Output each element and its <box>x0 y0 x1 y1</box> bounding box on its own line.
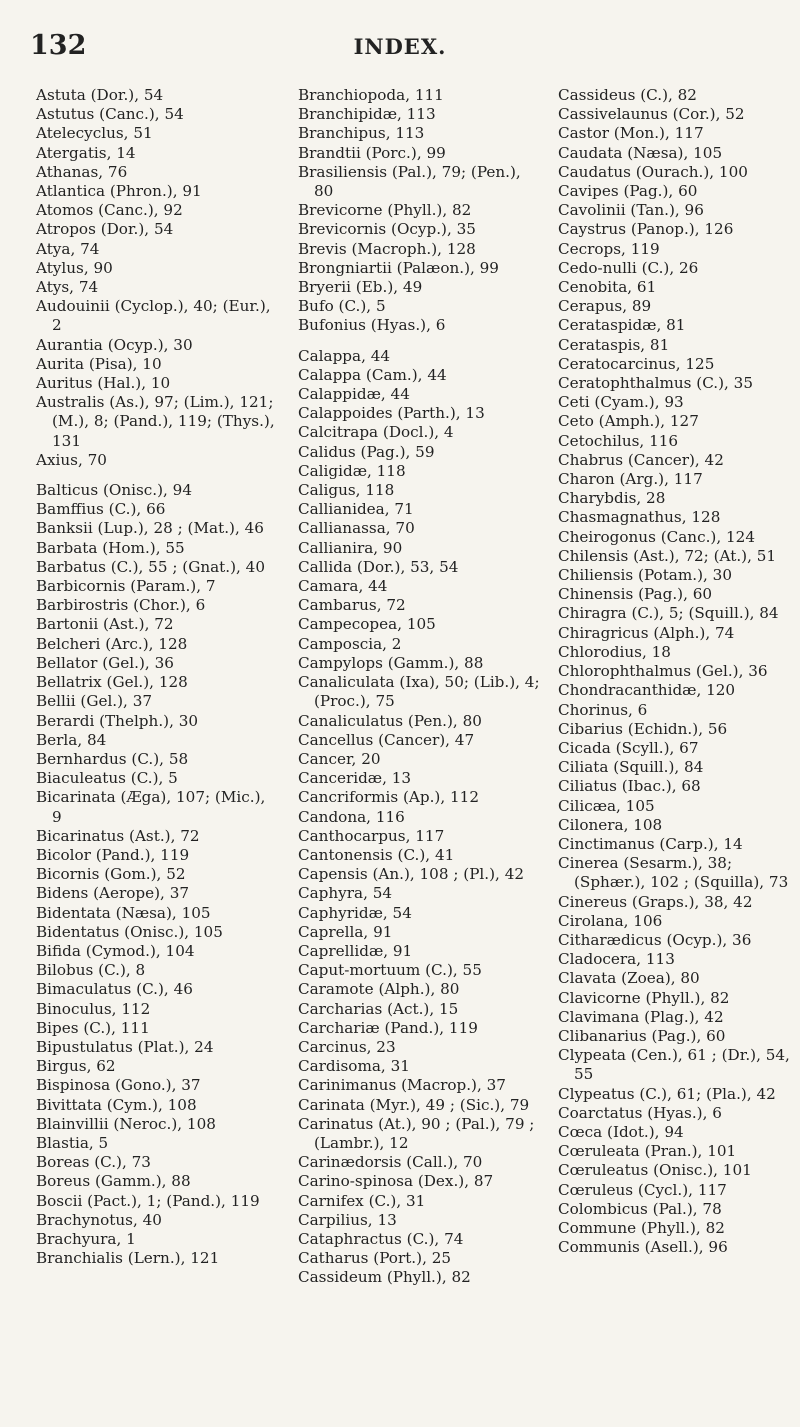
index-entry: Cicada (Scyll.), 67 <box>558 738 699 757</box>
index-entry: Ceratocarcinus, 125 <box>558 354 715 373</box>
index-entry: Brachyura, 1 <box>36 1229 136 1248</box>
index-entry: Chabrus (Cancer), 42 <box>558 450 724 469</box>
index-entry: Caprella, 91 <box>298 922 393 941</box>
index-entry: Bispinosa (Gono.), 37 <box>36 1076 201 1095</box>
index-entry: Cœruleata (Pran.), 101 <box>558 1142 737 1161</box>
index-entry: Cenobita, 61 <box>558 278 657 297</box>
index-entry: Barbicornis (Param.), 7 <box>36 577 216 596</box>
index-entry: Bellatrix (Gel.), 128 <box>36 673 188 692</box>
index-entry: Campylops (Gamm.), 88 <box>298 653 484 672</box>
index-entry: Cardisoma, 31 <box>298 1057 410 1076</box>
index-entry: Catharus (Port.), 25 <box>298 1249 452 1268</box>
index-entry: Cavolinii (Tan.), 96 <box>558 201 704 220</box>
index-entry: Chilensis (Ast.), 72; (At.), 51 <box>558 546 777 565</box>
index-entry: Audouinii (Cyclop.), 40; (Eur.), 2 <box>36 297 271 335</box>
index-entry: Brevicornis (Ocyp.), 35 <box>298 220 476 239</box>
index-entry: Atylus, 90 <box>36 258 113 277</box>
index-entry: Blastia, 5 <box>36 1133 109 1152</box>
index-entry: Astutus (Canc.), 54 <box>36 105 184 124</box>
index-entry: Caudata (Næsa), 105 <box>558 143 723 162</box>
index-entry: Blainvillii (Neroc.), 108 <box>36 1114 216 1133</box>
index-entry: Cilicæa, 105 <box>558 796 655 815</box>
index-entry: Brevicorne (Phyll.), 82 <box>298 201 472 220</box>
index-entry: Bidentatus (Onisc.), 105 <box>36 922 223 941</box>
index-entry: Chorinus, 6 <box>558 700 648 719</box>
index-entry: Chiliensis (Potam.), 30 <box>558 566 732 585</box>
index-entry: Boreas (C.), 73 <box>36 1153 151 1172</box>
index-entry: Bamffius (C.), 66 <box>36 500 166 519</box>
index-entry: Brongniartii (Palæon.), 99 <box>298 258 499 277</box>
index-entry: Carinædorsis (Call.), 70 <box>298 1153 483 1172</box>
index-entry: Cibarius (Echidn.), 56 <box>558 719 728 738</box>
index-entry: Ciliata (Squill.), 84 <box>558 758 704 777</box>
index-entry: Commune (Phyll.), 82 <box>558 1218 725 1237</box>
index-entry: Cancriformis (Ap.), 112 <box>298 788 479 807</box>
index-entry: Calappoides (Parth.), 13 <box>298 404 485 423</box>
index-entry: Carchariæ (Pand.), 119 <box>298 1018 478 1037</box>
index-entry: Branchipidæ, 113 <box>298 105 436 124</box>
index-entry: Chondracanthidæ, 120 <box>558 681 736 700</box>
index-entry: Bellator (Gel.), 36 <box>36 653 174 672</box>
index-entry: Bivittata (Cym.), 108 <box>36 1095 197 1114</box>
index-entry: Cassivelaunus (Cor.), 52 <box>558 105 745 124</box>
index-entry: Bipes (C.), 111 <box>36 1018 150 1037</box>
index-entry: Cilonera, 108 <box>558 815 663 834</box>
index-entry: Ceti (Cyam.), 93 <box>558 393 684 412</box>
index-entry: Canaliculatus (Pen.), 80 <box>298 711 482 730</box>
index-entry: Atelecyclus, 51 <box>36 124 153 143</box>
page-title: INDEX. <box>353 34 447 59</box>
index-entry: Berla, 84 <box>36 730 107 749</box>
index-entry: Bicornis (Gom.), 52 <box>36 865 186 884</box>
index-entry: Carino-spinosa (Dex.), 87 <box>298 1172 494 1191</box>
index-entry: Capensis (An.), 108 ; (Pl.), 42 <box>298 865 525 884</box>
index-entry: Caystrus (Panop.), 126 <box>558 220 734 239</box>
index-entry: Boreus (Gamm.), 88 <box>36 1172 191 1191</box>
index-entry: Carnifex (C.), 31 <box>298 1191 426 1210</box>
index-entry: Auritus (Hal.), 10 <box>36 374 171 393</box>
index-entry: Castor (Mon.), 117 <box>558 124 704 143</box>
index-entry: Caput-mortuum (C.), 55 <box>298 961 482 980</box>
index-entry: Ciliatus (Ibac.), 68 <box>558 777 701 796</box>
index-entry: Charon (Arg.), 117 <box>558 470 703 489</box>
index-entry: Athanas, 76 <box>36 162 128 181</box>
index-entry: Cataphractus (C.), 74 <box>298 1229 464 1248</box>
index-entry: Cavipes (Pag.), 60 <box>558 182 698 201</box>
index-entry: Caphyridæ, 54 <box>298 903 412 922</box>
index-entry: Atys, 74 <box>36 278 99 297</box>
index-entry: Camara, 44 <box>298 577 388 596</box>
index-entry: Cassideum (Phyll.), 82 <box>298 1268 471 1287</box>
index-columns <box>0 86 800 1406</box>
index-entry: Communis (Asell.), 96 <box>558 1238 728 1257</box>
index-entry: Bellii (Gel.), 37 <box>36 692 153 711</box>
index-entry: Branchiopoda, 111 <box>298 86 444 104</box>
index-entry: Balticus (Onisc.), 94 <box>36 481 192 500</box>
index-entry: Cœruleus (Cycl.), 117 <box>558 1180 727 1199</box>
index-column-2 <box>298 86 540 1288</box>
index-entry: Calappidæ, 44 <box>298 385 410 404</box>
index-entry: Cecrops, 119 <box>558 239 660 258</box>
index-entry: Calcitrapa (Docl.), 4 <box>298 423 454 442</box>
index-entry: Candona, 116 <box>298 807 405 826</box>
index-entry: Cœca (Idot.), 94 <box>558 1122 684 1141</box>
index-entry: Banksii (Lup.), 28 ; (Mat.), 46 <box>36 519 264 538</box>
index-entry: Clavata (Zoea), 80 <box>558 969 700 988</box>
index-entry: Cinereus (Graps.), 38, 42 <box>558 892 753 911</box>
index-entry: Camposcia, 2 <box>298 634 402 653</box>
index-entry: Cantonensis (C.), 41 <box>298 845 455 864</box>
index-entry: Bicarinata (Æga), 107; (Mic.), 9 <box>36 788 266 826</box>
index-entry: Colombicus (Pal.), 78 <box>558 1199 722 1218</box>
index-entry: Cirolana, 106 <box>558 911 663 930</box>
index-entry: Bidens (Aerope), 37 <box>36 884 190 903</box>
index-entry: Cetochilus, 116 <box>558 431 679 450</box>
index-entry: Axius, 70 <box>36 450 107 469</box>
index-entry: Coarctatus (Hyas.), 6 <box>558 1103 722 1122</box>
index-entry: Cerataspidæ, 81 <box>558 316 686 335</box>
index-entry: Carinata (Myr.), 49 ; (Sic.), 79 <box>298 1095 530 1114</box>
index-entry: Callianassa, 70 <box>298 519 415 538</box>
index-entry: Brasiliensis (Pal.), 79; (Pen.), 80 <box>298 162 521 201</box>
index-entry: Callianira, 90 <box>298 538 403 557</box>
index-entry: Chinensis (Pag.), 60 <box>558 585 713 604</box>
index-entry: Atergatis, 14 <box>36 143 136 162</box>
index-entry: Barbatus (C.), 55 ; (Gnat.), 40 <box>36 557 265 576</box>
index-entry: Campecopea, 105 <box>298 615 436 634</box>
index-entry: Atlantica (Phron.), 91 <box>36 182 202 201</box>
index-entry: Bartonii (Ast.), 72 <box>36 615 174 634</box>
index-entry: Barbata (Hom.), 55 <box>36 538 185 557</box>
index-entry: Caligidæ, 118 <box>298 461 406 480</box>
index-entry: Caligus, 118 <box>298 481 395 500</box>
index-entry: Bimaculatus (C.), 46 <box>36 980 193 999</box>
index-entry: Charybdis, 28 <box>558 489 666 508</box>
index-entry: Clypeata (Cen.), 61 ; (Dr.), 54, 55 <box>558 1046 790 1084</box>
index-entry: Clavicorne (Phyll.), 82 <box>558 988 730 1007</box>
page-header <box>0 30 800 70</box>
index-entry: Cassideus (C.), 82 <box>558 86 697 104</box>
index-entry: Bufonius (Hyas.), 6 <box>298 316 446 335</box>
index-entry: Caphyra, 54 <box>298 884 393 903</box>
index-entry: Bipustulatus (Plat.), 24 <box>36 1037 214 1056</box>
index-entry: Carcinus, 23 <box>298 1037 396 1056</box>
index-entry: Bidentata (Næsa), 105 <box>36 903 211 922</box>
index-entry: Chlorophthalmus (Gel.), 36 <box>558 662 768 681</box>
index-entry: Cambarus, 72 <box>298 596 406 615</box>
index-entry: Callianidea, 71 <box>298 500 414 519</box>
index-entry: Clavimana (Plag.), 42 <box>558 1007 724 1026</box>
index-entry: Cedo-nulli (C.), 26 <box>558 258 699 277</box>
index-entry: Brevis (Macroph.), 128 <box>298 239 476 258</box>
index-entry: Caramote (Alph.), 80 <box>298 980 460 999</box>
index-entry: Calidus (Pag.), 59 <box>298 442 435 461</box>
index-entry: Branchialis (Lern.), 121 <box>36 1249 220 1268</box>
index-entry: Callida (Dor.), 53, 54 <box>298 557 459 576</box>
index-entry: Atomos (Canc.), 92 <box>36 201 183 220</box>
index-entry: Chiragra (C.), 5; (Squill.), 84 <box>558 604 779 623</box>
index-entry: Chiragricus (Alph.), 74 <box>558 623 735 642</box>
index-entry: Bernhardus (C.), 58 <box>36 749 189 768</box>
index-entry: Bicarinatus (Ast.), 72 <box>36 826 200 845</box>
index-entry: Atya, 74 <box>36 239 100 258</box>
index-entry: Atropos (Dor.), 54 <box>36 220 174 239</box>
index-entry: Cancer, 20 <box>298 749 381 768</box>
index-column-1 <box>36 86 278 1268</box>
index-entry: Carcharias (Act.), 15 <box>298 999 459 1018</box>
index-entry: Cœruleatus (Onisc.), 101 <box>558 1161 752 1180</box>
page-number: 132 <box>30 30 87 61</box>
index-entry: Australis (As.), 97; (Lim.), 121; (M.), 8; (Pand.), 119; (Thys.), 131 <box>36 393 275 450</box>
index-entry: Bicolor (Pand.), 119 <box>36 845 190 864</box>
index-entry: Aurita (Pisa), 10 <box>36 354 162 373</box>
index-entry: Chasmagnathus, 128 <box>558 508 721 527</box>
index-entry: Boscii (Pact.), 1; (Pand.), 119 <box>36 1191 260 1210</box>
index-entry: Cinerea (Sesarm.), 38; (Sphær.), 102 ; (Squilla), 73 <box>558 854 789 892</box>
index-entry: Clypeatus (C.), 61; (Pla.), 42 <box>558 1084 776 1103</box>
index-entry: Aurantia (Ocyp.), 30 <box>36 335 193 354</box>
index-entry: Cheirogonus (Canc.), 124 <box>558 527 755 546</box>
index-entry: Bifida (Cymod.), 104 <box>36 941 195 960</box>
index-entry: Cinctimanus (Carp.), 14 <box>558 834 743 853</box>
index-entry: Bilobus (C.), 8 <box>36 961 146 980</box>
index-entry: Binoculus, 112 <box>36 999 151 1018</box>
index-entry: Carinimanus (Macrop.), 37 <box>298 1076 506 1095</box>
index-entry: Berardi (Thelph.), 30 <box>36 711 199 730</box>
index-entry: Cladocera, 113 <box>558 950 675 969</box>
index-entry: Ceto (Amph.), 127 <box>558 412 699 431</box>
index-entry: Bufo (C.), 5 <box>298 297 386 316</box>
index-column-3 <box>558 86 800 1257</box>
index-entry: Caprellidæ, 91 <box>298 941 413 960</box>
index-entry: Canceridæ, 13 <box>298 769 412 788</box>
index-entry: Calappa, 44 <box>298 346 391 365</box>
index-entry: Carpilius, 13 <box>298 1210 397 1229</box>
index-entry: Cancellus (Cancer), 47 <box>298 730 475 749</box>
index-entry: Birgus, 62 <box>36 1057 116 1076</box>
index-entry: Ceratophthalmus (C.), 35 <box>558 374 754 393</box>
index-entry: Cerapus, 89 <box>558 297 652 316</box>
index-entry: Calappa (Cam.), 44 <box>298 365 447 384</box>
index-entry: Citharædicus (Ocyp.), 36 <box>558 930 752 949</box>
index-entry: Caudatus (Ourach.), 100 <box>558 162 748 181</box>
index-entry: Barbirostris (Chor.), 6 <box>36 596 206 615</box>
index-entry: Carinatus (At.), 90 ; (Pal.), 79 ; (Lambr.), 12 <box>298 1114 535 1152</box>
index-entry: Canthocarpus, 117 <box>298 826 445 845</box>
index-entry: Brandtii (Porc.), 99 <box>298 143 446 162</box>
index-entry: Cerataspis, 81 <box>558 335 670 354</box>
index-entry: Branchipus, 113 <box>298 124 425 143</box>
index-entry: Clibanarius (Pag.), 60 <box>558 1026 726 1045</box>
index-entry: Bryerii (Eb.), 49 <box>298 278 423 297</box>
index-entry: Canaliculata (Ixa), 50; (Lib.), 4; (Proc.), 75 <box>298 673 540 711</box>
index-entry: Chlorodius, 18 <box>558 642 671 661</box>
index-entry: Astuta (Dor.), 54 <box>36 86 164 104</box>
index-entry: Brachynotus, 40 <box>36 1210 162 1229</box>
index-entry: Biaculeatus (C.), 5 <box>36 769 178 788</box>
index-entry: Belcheri (Arc.), 128 <box>36 634 188 653</box>
